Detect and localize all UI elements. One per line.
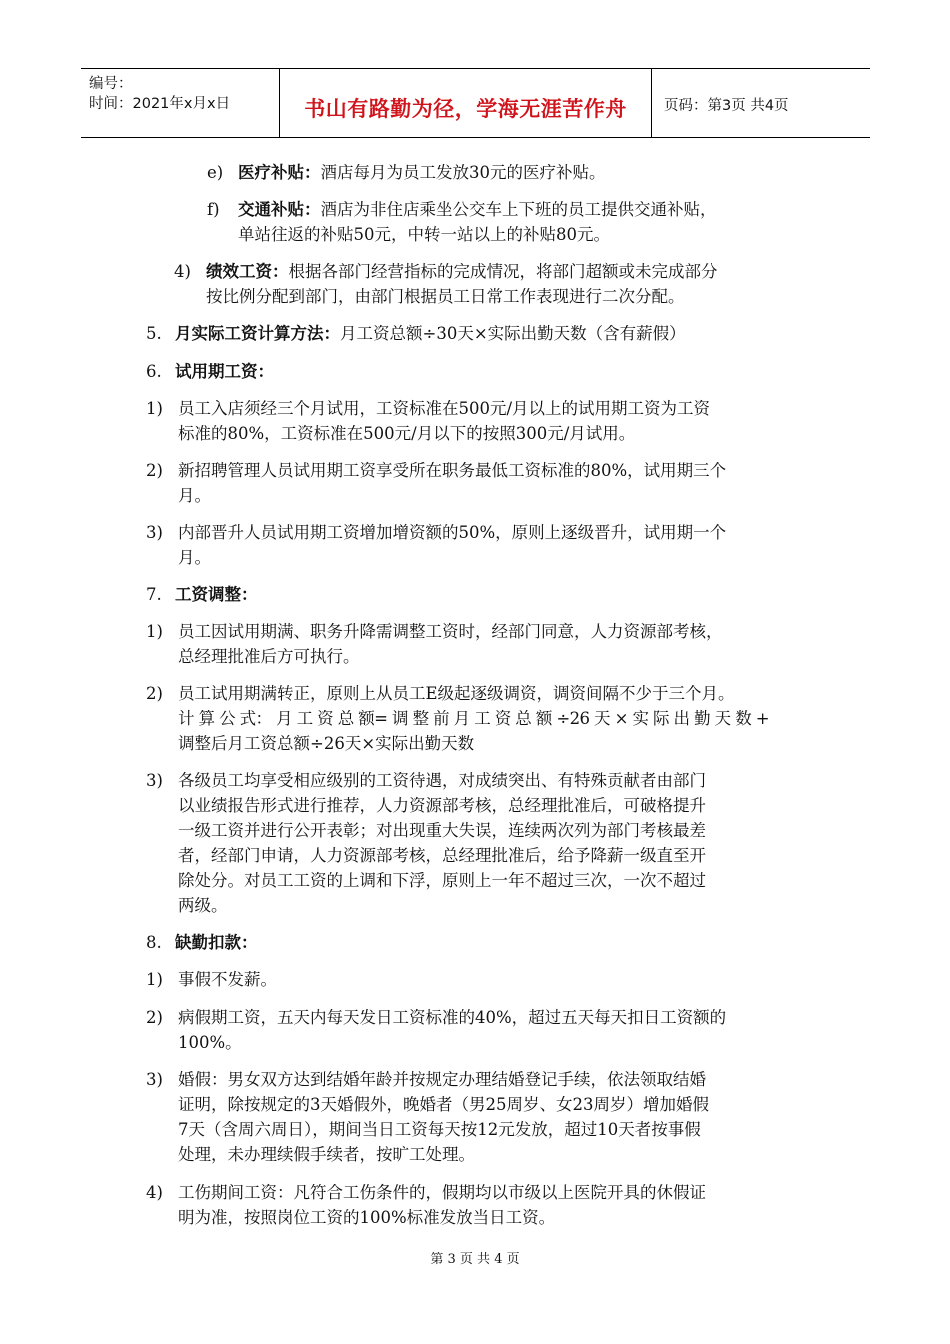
list-item xyxy=(238,163,606,183)
header-meta-cell xyxy=(81,69,280,137)
section-heading: 缺勤扣款： xyxy=(175,933,258,952)
item-marker: f) xyxy=(207,200,220,219)
item-text: 内部晋升人员试用期工资增加增资额的50%，原则上逐级晋升，试用期一个 xyxy=(178,523,727,542)
item-text: 酒店每月为员工发放30元的医疗补贴。 xyxy=(320,163,606,182)
item-text: 员工因试用期满、职务升降需调整工资时，经部门同意，人力资源部考核， xyxy=(178,622,723,641)
item-marker: 2) xyxy=(146,684,163,703)
item-marker: 3) xyxy=(146,1070,163,1089)
item-text: 除处分。对员工工资的上调和下浮，原则上一年不超过三次，一次不超过 xyxy=(178,871,706,890)
header-slogan-cell xyxy=(280,69,652,137)
list-item xyxy=(206,262,718,282)
section-marker: 6. xyxy=(146,362,162,381)
item-text: 两级。 xyxy=(178,896,228,915)
item-text: 标准的80%，工资标准在500元/月以下的按照300元/月试用。 xyxy=(178,424,636,443)
item-text: 员工试用期满转正，原则上从员工E级起逐级调资，调资间隔不少于三个月。 xyxy=(178,684,735,703)
item-text: 婚假：男女双方达到结婚年龄并按规定办理结婚登记手续，依法领取结婚 xyxy=(178,1070,706,1089)
section-text: 月工资总额÷30天×实际出勤天数（含有薪假） xyxy=(340,324,686,343)
section-heading: 试用期工资： xyxy=(175,362,274,381)
item-text: 总经理批准后方可执行。 xyxy=(178,647,360,666)
item-text: 月。 xyxy=(178,548,211,567)
item-text: 一级工资并进行公开表彰；对出现重大失误，连续两次列为部门考核最差 xyxy=(178,821,706,840)
item-marker: 3) xyxy=(146,523,163,542)
item-marker: 2) xyxy=(146,1008,163,1027)
item-text: 事假不发薪。 xyxy=(178,970,277,989)
item-marker: 1) xyxy=(146,399,163,418)
header-page-info: 页码：第3页 共4页 xyxy=(664,98,789,114)
item-marker: 1) xyxy=(146,970,163,989)
item-text: 者，经部门申请，人力资源部考核，总经理批准后，给予降薪一级直至开 xyxy=(178,846,706,865)
section-heading: 月实际工资计算方法： xyxy=(175,324,340,343)
item-marker: 4) xyxy=(174,262,191,281)
item-text: 调整后月工资总额÷26天×实际出勤天数 xyxy=(178,734,475,753)
section-heading-row xyxy=(175,324,686,344)
item-text: 员工入店须经三个月试用，工资标准在500元/月以上的试用期工资为工资 xyxy=(178,399,711,418)
item-text: 新招聘管理人员试用期工资享受所在职务最低工资标准的80%，试用期三个 xyxy=(178,461,727,480)
item-marker: 1) xyxy=(146,622,163,641)
page-footer: 第 3 页 共 4 页 xyxy=(430,1252,520,1267)
doc-number-label: 编号： xyxy=(89,76,133,92)
item-text: 证明，除按规定的3天婚假外，晚婚者（男25周岁、女23周岁）增加婚假 xyxy=(178,1095,709,1114)
item-text: 100%。 xyxy=(178,1033,242,1052)
item-text: 计 算 公 式： 月 工 资 总 额= 调 整 前 月 工 资 总 额 ÷26 天 × 实 际 出 勤 天 数 + xyxy=(178,709,769,728)
item-marker: e) xyxy=(207,163,224,182)
header-slogan: 书山有路勤为径，学海无涯苦作舟 xyxy=(304,97,627,121)
list-item xyxy=(238,200,717,220)
item-text: 按比例分配到部门，由部门根据员工日常工作表现进行二次分配。 xyxy=(206,287,685,306)
item-text: 酒店为非住店乘坐公交车上下班的员工提供交通补贴， xyxy=(320,200,717,219)
section-marker: 8. xyxy=(146,933,162,952)
item-text: 病假期工资，五天内每天发日工资标准的40%，超过五天每天扣日工资额的 xyxy=(178,1008,727,1027)
item-text: 以业绩报告形式进行推荐，人力资源部考核，总经理批准后，可破格提升 xyxy=(178,796,706,815)
item-heading: 绩效工资： xyxy=(206,262,289,281)
section-heading: 工资调整： xyxy=(175,585,258,604)
item-text: 工伤期间工资：凡符合工伤条件的，假期均以市级以上医院开具的休假证 xyxy=(178,1183,706,1202)
header-page-cell xyxy=(652,69,870,137)
item-marker: 2) xyxy=(146,461,163,480)
item-text: 7天（含周六周日），期间当日工资每天按12元发放，超过10天者按事假 xyxy=(178,1120,701,1139)
item-marker: 3) xyxy=(146,771,163,790)
section-marker: 7. xyxy=(146,585,162,604)
item-heading: 医疗补贴： xyxy=(238,163,321,182)
item-text: 各级员工均享受相应级别的工资待遇，对成绩突出、有特殊贡献者由部门 xyxy=(178,771,706,790)
item-text: 单站往返的补贴50元，中转一站以上的补贴80元。 xyxy=(238,225,610,244)
section-marker: 5. xyxy=(146,324,162,343)
document-header xyxy=(81,68,870,138)
item-text: 月。 xyxy=(178,486,211,505)
item-text: 明为准，按照岗位工资的100%标准发放当日工资。 xyxy=(178,1208,556,1227)
item-heading: 交通补贴： xyxy=(238,200,321,219)
item-text: 根据各部门经营指标的完成情况，将部门超额或未完成部分 xyxy=(288,262,718,281)
item-text: 处理，未办理续假手续者，按旷工处理。 xyxy=(178,1145,475,1164)
item-marker: 4) xyxy=(146,1183,163,1202)
doc-time-label: 时间：2021年x月x日 xyxy=(89,96,231,112)
